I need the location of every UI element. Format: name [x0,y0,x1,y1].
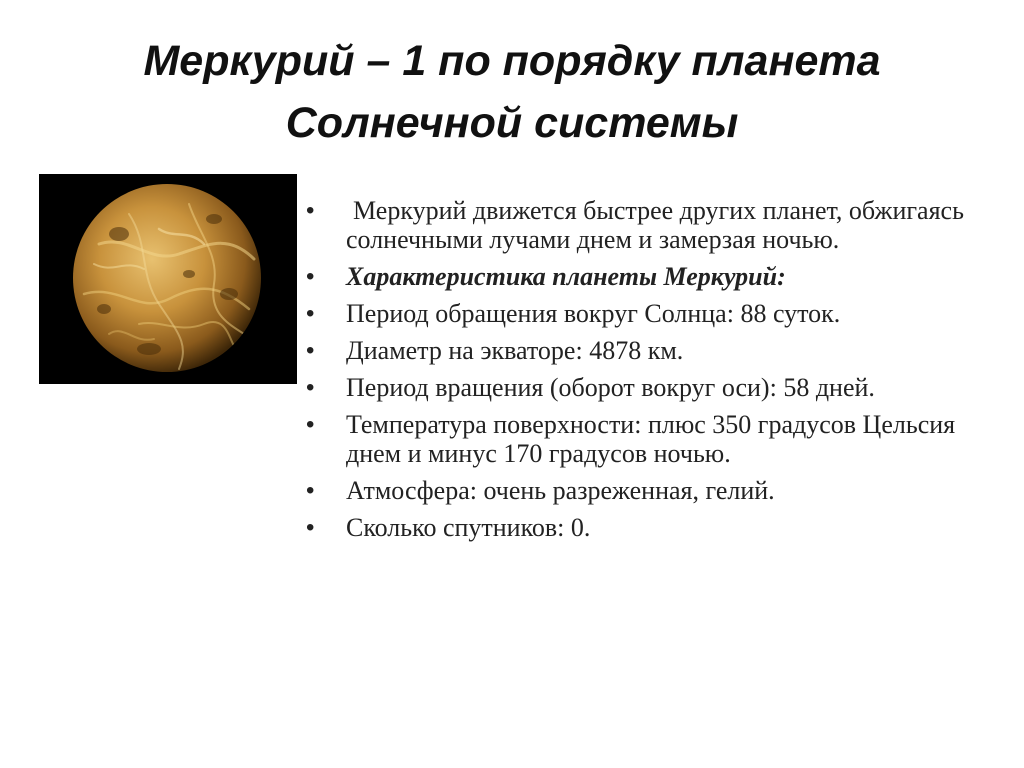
slide-title [40,30,984,154]
title-line-2: Солнечной системы [285,99,739,147]
list-item: • Сколько спутников: 0. [306,513,591,542]
bullet-list [300,196,1000,550]
list-item-heading: • Характеристика планеты Меркурий: [306,262,786,291]
bullet-icon: • [306,300,315,327]
list-item: • Меркурий движется быстрее других планет, обжигаясь солнечными лучами днем и замерзая ночью. [306,196,964,254]
bullet-icon: • [306,477,315,504]
bullet-icon: • [306,197,315,224]
list-item: • Диаметр на экваторе: 4878 км. [306,336,684,365]
bullet-icon: • [306,337,315,364]
planet-image [39,174,297,384]
title-line-1: Меркурий – 1 по порядку планета [143,37,881,85]
planet-mercury-icon [39,174,297,384]
list-item: • Период вращения (оборот вокруг оси): 58 дней. [306,373,875,402]
bullet-icon: • [306,411,315,438]
bullet-icon: • [306,374,315,401]
list-item: • Температура поверхности: плюс 350 градусов Цельсия днем и минус 170 градусов ночью. [306,410,956,468]
bullet-icon: • [306,514,315,541]
list-item: • Атмосфера: очень разреженная, гелий. [306,476,775,505]
bullet-icon: • [306,263,315,290]
list-item: • Период обращения вокруг Солнца: 88 суток. [306,299,841,328]
